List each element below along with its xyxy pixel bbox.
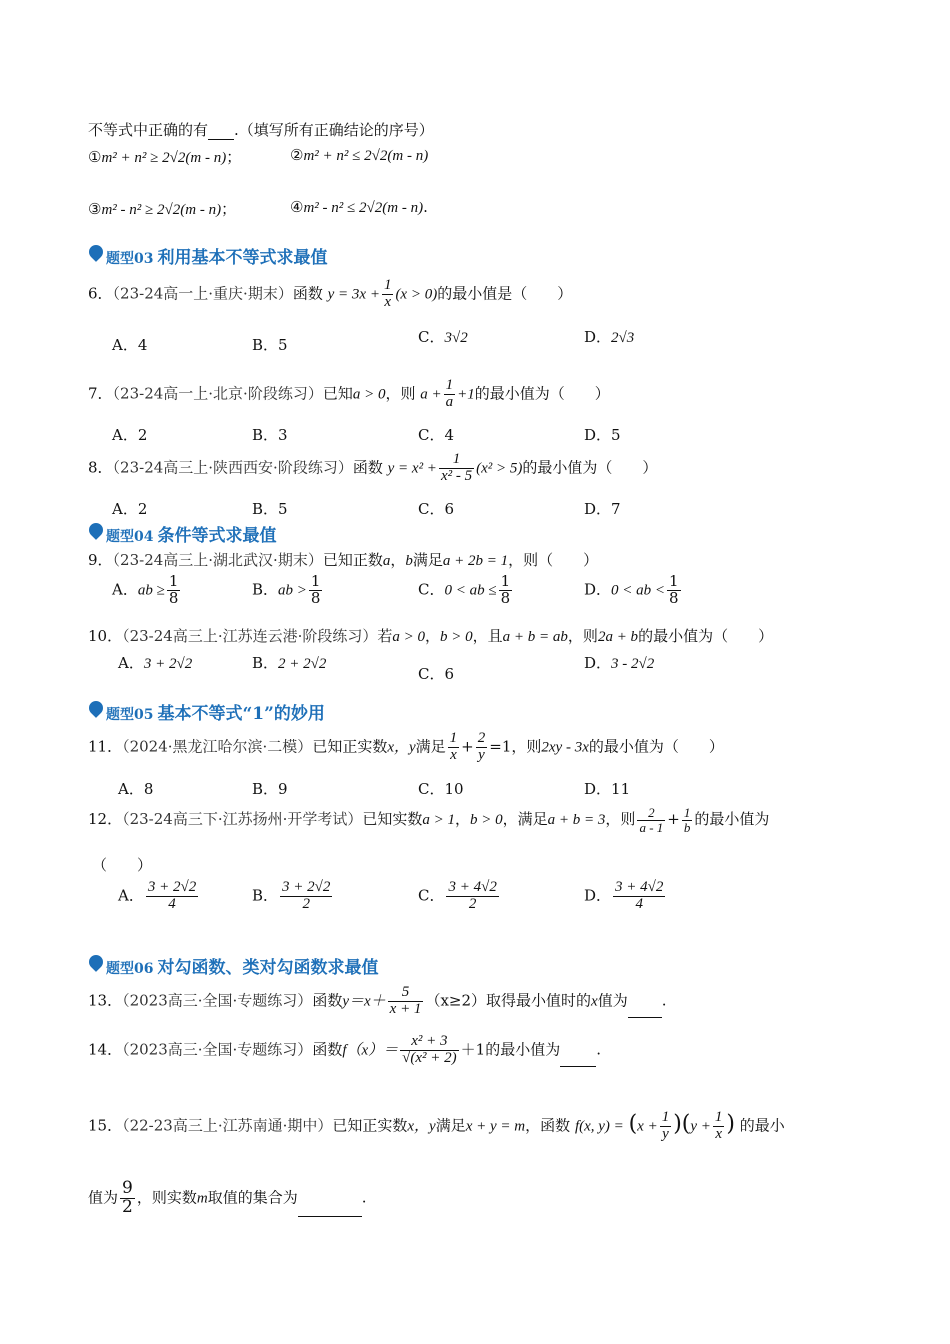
question-10: 10．（23-24高三上·江苏连云港·阶段练习）若a > 0，b > 0，且a + b = ab，则2a + b的最小值为（ ） xyxy=(88,627,774,645)
question-12: 12．（23-24高三下·江苏扬州·开学考试）已知实数a > 1，b > 0，满足a + b = 3，则 $\frac{2}{a - 1}$ + $\frac{1}{b}$ 的最小值为 xyxy=(88,805,770,835)
question-15: 15．（22-23高三上·江苏南通·期中）已知正实数x，y满足x + y = m，函数 f(x, y) = (x + $\frac{1}{y}$ )(y + $\frac{1}{x}$ ) 的最小 xyxy=(88,1109,785,1142)
section-heading-04: 题型04 条件等式求最值 xyxy=(106,526,277,546)
intro-line: 不等式中正确的有 .（填写所有正确结论的序号） xyxy=(88,121,434,139)
fraction: $\frac{3 + 4√2}{4}$ xyxy=(615,879,664,912)
fraction: $\frac{3 + 4√2}{2}$ xyxy=(448,879,497,912)
fraction: $\frac{1}{y}$ xyxy=(661,1109,670,1142)
question-8: 8．（23-24高三上·陕西西安·阶段练习）函数 y = x² + $\frac{1}{\text{x² - 5}}$ (x² > 5)的最小值为（ ） xyxy=(88,451,658,484)
fraction: $\frac{1}{8}$ xyxy=(310,572,321,607)
intro-choice-4: ④m² - n² ≤ 2√2(m - n). xyxy=(290,198,428,216)
question-13: 13．（2023高三·全国·专题练习）函数y＝x＋ $\frac{5}{x + 1}$ （x≥2）取得最小值时的x值为 . xyxy=(88,984,667,1017)
q9-option-b[interactable]: B．ab > $\frac{1}{8}$ xyxy=(252,572,321,607)
fraction: $\frac{1}{x}$ xyxy=(383,277,392,310)
q7-option-c[interactable]: C．4 xyxy=(418,426,455,444)
answer-blank[interactable] xyxy=(208,138,234,140)
section-pin-icon xyxy=(86,698,106,718)
section-heading-06: 题型06 对勾函数、类对勾函数求最值 xyxy=(106,958,379,978)
q6-option-b[interactable]: B．5 xyxy=(252,336,288,354)
section-heading-05: 题型05 基本不等式“1”的妙用 xyxy=(106,704,325,724)
question-15-line2: 值为 $\frac{9}{2}$ ，则实数m取值的集合为 . xyxy=(88,1178,367,1217)
answer-blank[interactable] xyxy=(628,1016,662,1018)
q7-option-d[interactable]: D．5 xyxy=(584,426,621,444)
question-6: 6．（23-24高一上·重庆·期末）函数 y = 3x + $\frac{1}{x}$ (x > 0)的最小值是（ ） xyxy=(88,277,573,310)
q9-option-a[interactable]: A．ab ≥ $\frac{1}{8}$ xyxy=(112,572,179,607)
q11-option-a[interactable]: A．8 xyxy=(118,780,154,798)
fraction: $\frac{1}{8}$ xyxy=(168,572,179,607)
fraction: $\frac{\text{x² + 3}}{\text{√(x² + 2)}}$ xyxy=(402,1033,457,1066)
fraction: $\frac{3 + 2√2}{2}$ xyxy=(282,879,331,912)
q9-option-d[interactable]: D．0 < ab < $\frac{1}{8}$ xyxy=(584,572,679,607)
q6-option-c[interactable]: C．3√2 xyxy=(418,328,468,346)
intro-choice-3: ③m² - n² ≥ 2√2(m - n)； xyxy=(88,200,237,218)
section-pin-icon xyxy=(86,520,106,540)
fraction: $\frac{1}{a}$ xyxy=(445,377,454,410)
fraction: $\frac{1}{\text{x² - 5}}$ xyxy=(440,451,473,484)
q12-option-d[interactable]: D． $\frac{3 + 4√2}{4}$ xyxy=(584,879,664,912)
q7-option-b[interactable]: B．3 xyxy=(252,426,288,444)
q12-option-a[interactable]: A． $\frac{3 + 2√2}{4}$ xyxy=(118,879,197,912)
fraction: $\frac{1}{x}$ xyxy=(449,730,458,763)
q8-option-a[interactable]: A．2 xyxy=(112,500,148,518)
q12-paren: （ ） xyxy=(92,856,153,874)
q10-option-c[interactable]: C．6 xyxy=(418,665,455,683)
answer-blank[interactable] xyxy=(298,1215,362,1217)
q6-option-a[interactable]: A．4 xyxy=(112,336,148,354)
intro-choice-1: ①m² + n² ≥ 2√2(m - n)； xyxy=(88,148,242,166)
q12-option-b[interactable]: B． $\frac{3 + 2√2}{2}$ xyxy=(252,879,331,912)
fraction: $\frac{2}{y}$ xyxy=(477,730,486,763)
fraction: $\frac{2}{a - 1}$ xyxy=(639,805,664,835)
section-pin-icon xyxy=(86,242,106,262)
q6-option-d[interactable]: D．2√3 xyxy=(584,328,635,346)
section-heading-03: 题型03 利用基本不等式求最值 xyxy=(106,248,328,268)
section-pin-icon xyxy=(86,952,106,972)
fraction: $\frac{1}{x}$ xyxy=(714,1109,723,1142)
q8-option-b[interactable]: B．5 xyxy=(252,500,288,518)
fraction: $\frac{5}{x + 1}$ xyxy=(389,984,422,1017)
fraction: $\frac{1}{8}$ xyxy=(669,572,679,607)
question-14: 14．（2023高三·全国·专题练习）函数f（x）＝ $\frac{\text{x² + 3}}{\text{√(x² + 2)}}$ ＋1的最小值为 . xyxy=(88,1033,601,1066)
question-7: 7．（23-24高一上·北京·阶段练习）已知a > 0，则 a + $\frac{1}{a}$ +1的最小值为（ ） xyxy=(88,377,610,410)
q10-option-a[interactable]: A．3 + 2√2 xyxy=(118,654,193,672)
q10-option-d[interactable]: D．3 - 2√2 xyxy=(584,654,655,672)
q10-option-b[interactable]: B．2 + 2√2 xyxy=(252,654,327,672)
fraction: $\frac{1}{8}$ xyxy=(500,572,511,607)
q8-option-c[interactable]: C．6 xyxy=(418,500,455,518)
fraction: $\frac{3 + 2√2}{4}$ xyxy=(147,879,197,912)
q11-option-c[interactable]: C．10 xyxy=(418,780,464,798)
q12-option-c[interactable]: C． $\frac{3 + 4√2}{2}$ xyxy=(418,879,497,912)
fraction: $\frac{1}{b}$ xyxy=(683,805,691,835)
q8-option-d[interactable]: D．7 xyxy=(584,500,621,518)
question-9: 9．（23-24高三上·湖北武汉·期末）已知正数a，b满足a + 2b = 1，则（ ） xyxy=(88,551,599,569)
q11-option-d[interactable]: D．11 xyxy=(584,780,631,798)
q9-option-c[interactable]: C．0 < ab ≤ $\frac{1}{8}$ xyxy=(418,572,511,607)
intro-choice-2: ②m² + n² ≤ 2√2(m - n) xyxy=(290,146,429,164)
fraction: $\frac{9}{2}$ xyxy=(122,1178,133,1217)
q11-option-b[interactable]: B．9 xyxy=(252,780,288,798)
question-11: 11．（2024·黑龙江哈尔滨·二模）已知正实数x，y满足 $\frac{1}{x}$ + $\frac{2}{y}$ =1，则2xy - 3x的最小值为（ ） xyxy=(88,730,724,763)
answer-blank[interactable] xyxy=(560,1065,596,1067)
q7-option-a[interactable]: A．2 xyxy=(112,426,148,444)
